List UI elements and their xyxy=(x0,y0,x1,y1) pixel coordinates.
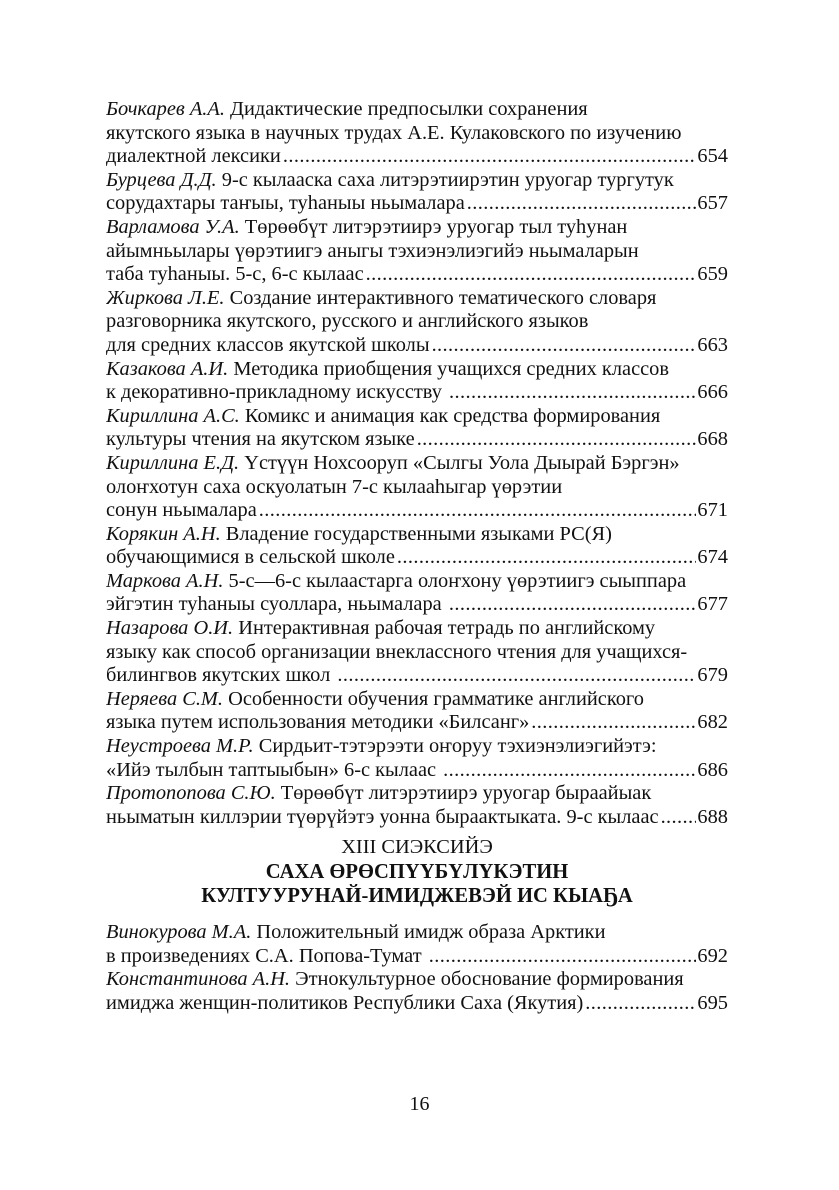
dot-leader xyxy=(443,759,696,783)
dot-leader xyxy=(449,593,697,617)
toc-page-number: 666 xyxy=(697,381,728,404)
toc-title-text: Владение государственными языками РС(Я) xyxy=(220,522,612,545)
toc-title-text: «Ийэ тылбын таптыыбын» 6-с кылаас xyxy=(106,758,442,781)
toc-title-text: Сирдьит-тэтэрээти оҥоруу тэхиэнэлиэгийэтэ: xyxy=(253,735,657,758)
toc-author: Кириллина А.С. xyxy=(106,404,240,427)
toc-author: Назарова О.И. xyxy=(106,617,234,640)
toc-entry-line xyxy=(106,945,728,969)
toc-entry-line xyxy=(106,546,728,570)
toc-entry xyxy=(106,405,728,452)
toc-title-text: языку как способ организации внеклассного чтения для учащихся- xyxy=(106,640,688,663)
toc-title-text: Этнокультурное обоснование формирования xyxy=(290,968,684,991)
toc-title-text: якутского языка в научных трудах А.Е. Кулаковского по изучению xyxy=(106,121,682,144)
dot-leader xyxy=(531,711,696,735)
toc-page-number: 682 xyxy=(697,711,728,734)
toc-title-text: Дидактические предпосылки сохранения xyxy=(224,98,588,120)
toc-title-text: ньыматын киллэрии түөрүйэтэ уонна быраактыката. 9-с кылаас xyxy=(106,805,659,828)
section-number: XIII СИЭКСИЙЭ xyxy=(341,836,493,859)
toc-title-text: культуры чтения на якутском языке xyxy=(106,428,415,451)
toc-entry-line xyxy=(106,641,728,665)
toc-author: Кириллина Е.Д. xyxy=(106,451,240,474)
toc-page-number: 692 xyxy=(697,944,728,967)
toc-title-text: Төрөөбүт литэрэтиирэ уруогар тыл туһунан xyxy=(239,215,628,238)
toc-page-number: 663 xyxy=(697,333,728,356)
toc-title-text: Төрөөбүт литэрэтиирэ уруогар быраайыак xyxy=(275,782,652,805)
toc-author: Неряева С.М. xyxy=(106,687,224,710)
toc-entry xyxy=(106,617,728,688)
section-title-line-2: КУЛТУУРУНАЙ-ИМИДЖЕВЭЙ ИС КЫАҔА xyxy=(201,885,633,907)
toc-author: Корякин А.Н. xyxy=(106,522,221,545)
section-title-line-1: САХА ӨРӨСПҮҮБҮЛҮКЭТИН xyxy=(265,861,569,883)
toc-title-text: 5-с—6-с кылаастарга олоҥхону үөрэтиигэ сыыппара xyxy=(223,569,687,592)
toc-title-text: разговорника якутского, русского и английского языков xyxy=(106,310,589,333)
dot-leader xyxy=(366,263,697,287)
toc-author: Винокурова М.А. xyxy=(106,921,252,943)
page-number: 16 xyxy=(409,1093,430,1115)
toc-entry xyxy=(106,216,728,287)
toc-entry-line xyxy=(106,263,728,287)
toc-entry-line xyxy=(106,405,728,429)
toc-entry-line xyxy=(106,992,728,1016)
toc-entry-line xyxy=(106,921,728,945)
toc-entry-line xyxy=(106,759,728,783)
toc-entry xyxy=(106,921,728,968)
dot-leader xyxy=(432,334,697,358)
toc-entry xyxy=(106,452,728,523)
toc-page-number: 677 xyxy=(697,593,728,616)
toc-entry-line xyxy=(106,570,728,594)
toc-entry-line xyxy=(106,169,728,193)
toc-page-number: 671 xyxy=(697,499,728,522)
toc-author: Варламова У.А. xyxy=(106,215,240,238)
dot-leader xyxy=(449,381,696,405)
toc-entry-line xyxy=(106,98,728,122)
toc-page-number: 695 xyxy=(697,991,728,1014)
toc-page-number: 688 xyxy=(697,805,728,828)
dot-leader xyxy=(397,546,697,570)
dot-leader xyxy=(467,192,697,216)
toc-entry-line xyxy=(106,358,728,382)
toc-entry xyxy=(106,688,728,735)
toc-author: Константинова А.Н. xyxy=(106,968,291,991)
toc-title-text: Положительный имидж образа Арктики xyxy=(251,921,606,943)
toc-author: Неустроева М.Р. xyxy=(106,735,254,758)
toc-title-text: эйгэтин туһаныы суоллара, ньымалара xyxy=(106,593,447,616)
toc-entry-line xyxy=(106,735,728,759)
toc-entry xyxy=(106,735,728,782)
toc-entry xyxy=(106,523,728,570)
toc-entry xyxy=(106,169,728,216)
toc-entry-line xyxy=(106,523,728,547)
toc-entry-line xyxy=(106,968,728,992)
toc-entry-line xyxy=(106,688,728,712)
dot-leader xyxy=(283,145,697,169)
toc-entry-line xyxy=(106,476,728,500)
toc-entry-line xyxy=(106,122,728,146)
dot-leader xyxy=(429,945,697,969)
toc-author: Маркова А.Н. xyxy=(106,569,224,592)
toc-title-text: Особенности обучения грамматике английского xyxy=(223,687,644,710)
toc-page-number: 679 xyxy=(697,664,728,687)
toc-entry-line xyxy=(106,240,728,264)
toc-title-text: 9-с кылааска саха литэрэтиирэтин уруогар тургутук xyxy=(216,168,674,191)
toc-entry xyxy=(106,570,728,617)
toc-title-text: диалектной лексики xyxy=(106,145,281,168)
toc-entries-group xyxy=(106,921,728,1015)
toc-title-text: имиджа женщин-политиков Республики Саха (Якутия) xyxy=(106,991,584,1014)
toc-entry xyxy=(106,287,728,358)
toc-entry-line xyxy=(106,381,728,405)
toc-entry-line xyxy=(106,145,728,169)
toc-title-text: для средних классов якутской школы xyxy=(106,333,430,356)
dot-leader xyxy=(337,664,696,688)
section-spacer xyxy=(106,908,728,921)
toc-entry xyxy=(106,358,728,405)
dot-leader xyxy=(417,428,697,452)
toc-title-text: Комикс и анимация как средства формирования xyxy=(239,404,661,427)
toc-entry-line xyxy=(106,664,728,688)
toc-entry-line xyxy=(106,310,728,334)
toc-entry xyxy=(106,782,728,829)
toc-title-text: в произведениях С.А. Попова-Тумат xyxy=(106,944,427,967)
toc-entry-line xyxy=(106,334,728,358)
toc-page-number: 674 xyxy=(697,546,728,569)
toc-title-text: языка путем использования методики «Билсанг» xyxy=(106,711,530,734)
toc-entry-line xyxy=(106,711,728,735)
toc-title-text: сонун ньымалара xyxy=(106,499,257,522)
toc-entry-line xyxy=(106,452,728,476)
toc-title-text: Интерактивная рабочая тетрадь по английскому xyxy=(233,617,656,640)
toc-author: Жиркова Л.Е. xyxy=(106,286,225,309)
toc-title-text: к декоративно-прикладному искусству xyxy=(106,381,448,404)
toc-page-number: 659 xyxy=(697,263,728,286)
toc-entry-line xyxy=(106,617,728,641)
toc-entry-line xyxy=(106,782,728,806)
toc-author: Бурцева Д.Д. xyxy=(106,168,217,191)
toc-title-text: сорудахтары таҥыы, туһаныы ньымалара xyxy=(106,192,465,215)
toc-entry-line xyxy=(106,287,728,311)
toc-title-text: Методика приобщения учащихся средних классов xyxy=(228,357,669,380)
toc-title-text: айымньылары үөрэтиигэ аныгы тэхиэнэлиэгийэ ньымаларын xyxy=(106,239,639,262)
toc-title-text: Создание интерактивного тематического словаря xyxy=(224,286,657,309)
toc-entry-line xyxy=(106,806,728,830)
toc-entry-line xyxy=(106,499,728,523)
toc-entry-line xyxy=(106,192,728,216)
toc-entry-line xyxy=(106,593,728,617)
toc-title-text: обучающимися в сельской школе xyxy=(106,546,395,569)
toc-title-text: билингвов якутских школ xyxy=(106,664,336,687)
toc-page-number: 657 xyxy=(697,192,728,215)
toc-entry-line xyxy=(106,216,728,240)
table-of-contents xyxy=(106,98,728,1015)
toc-author: Протопопова С.Ю. xyxy=(106,782,276,805)
toc-entry xyxy=(106,968,728,1015)
dot-leader xyxy=(585,992,696,1016)
toc-title-text: олоҥхотун саха оскуолатын 7-с кылааһыгар үөрэтии xyxy=(106,475,563,498)
toc-author: Бочкарев А.А. xyxy=(106,98,225,120)
toc-entries-group xyxy=(106,98,728,829)
toc-title-text: таба туһаныы. 5-с, 6-с кылаас xyxy=(106,263,364,286)
toc-entry xyxy=(106,98,728,169)
toc-entry-line xyxy=(106,428,728,452)
toc-page-number: 686 xyxy=(697,758,728,781)
toc-page-number: 668 xyxy=(697,428,728,451)
dot-leader xyxy=(259,499,697,523)
toc-page-number: 654 xyxy=(697,145,728,168)
toc-title-text: Үстүүн Нохсооруп «Сылгы Уола Дыырай Бэргэн» xyxy=(239,451,680,474)
dot-leader xyxy=(661,806,697,830)
toc-author: Казакова А.И. xyxy=(106,357,229,380)
